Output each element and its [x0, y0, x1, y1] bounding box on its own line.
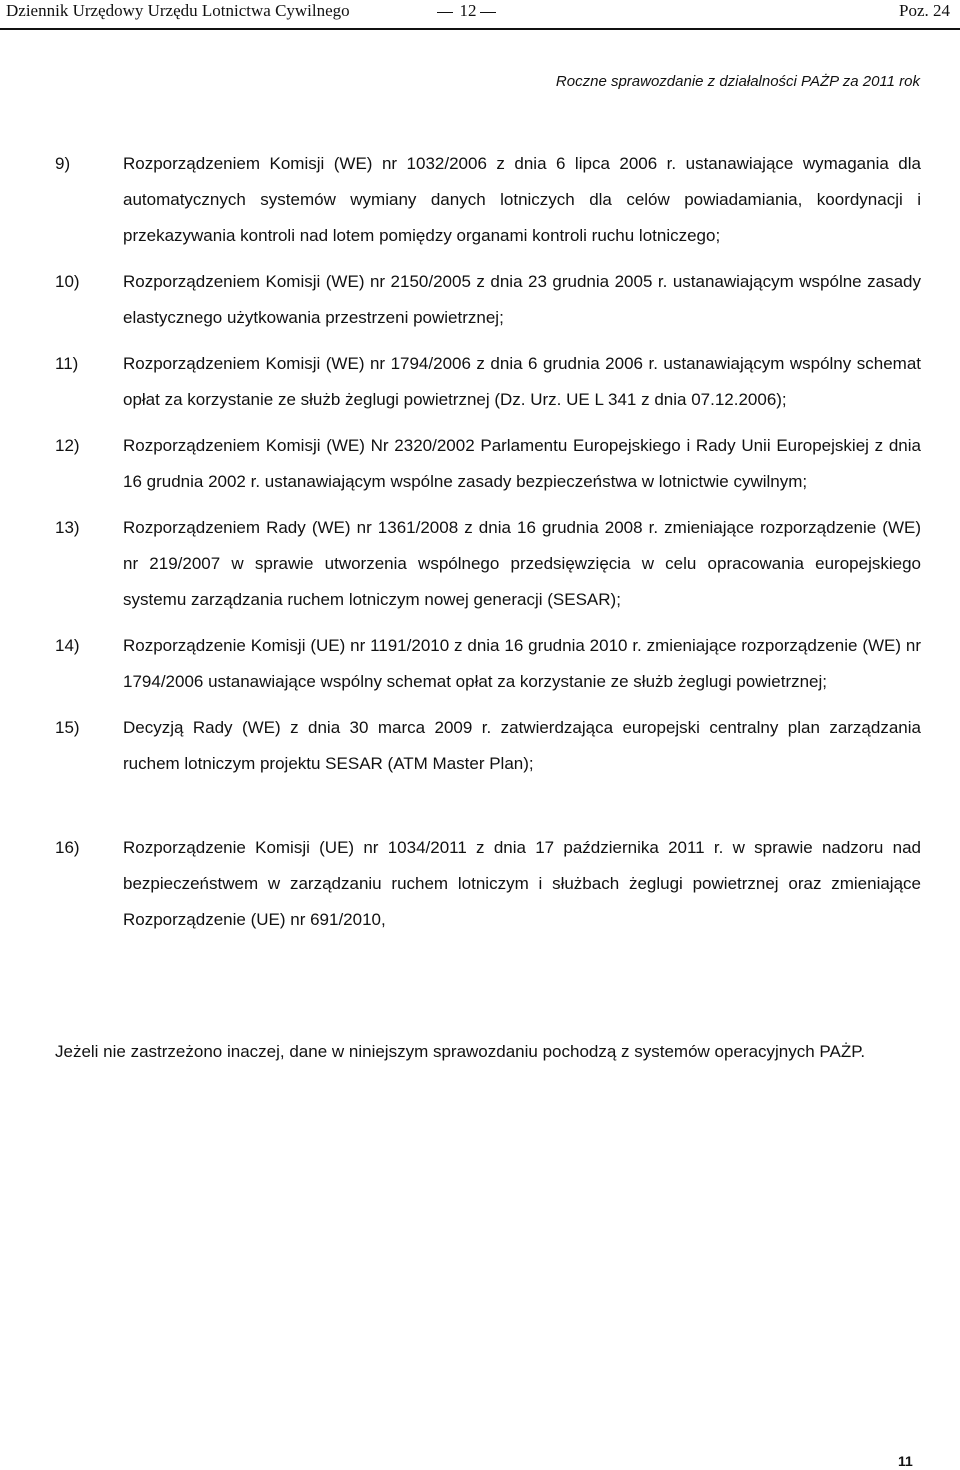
- item-number: 10): [55, 272, 80, 291]
- list-item: [55, 628, 921, 700]
- item-text: Rozporządzenie Komisji (UE) nr 1191/2010 z dnia 16 grudnia 2010 r. zmieniające rozporządzenie (WE) nr 1794/2006 ustanawiające wspólny schemat opłat za korzystanie ze służb żeglugi powietrznej;: [123, 636, 921, 691]
- journal-header: [0, 0, 960, 30]
- data-source-note: Jeżeli nie zastrzeżono inaczej, dane w niniejszym sprawozdaniu pochodzą z systemów operacyjnych PAŻP.: [55, 1042, 866, 1061]
- item-number: 15): [55, 718, 80, 737]
- page-dash-right: [480, 12, 496, 13]
- journal-position: Poz. 24: [899, 1, 950, 20]
- item-number: 16): [55, 838, 80, 857]
- item-number: 14): [55, 636, 80, 655]
- journal-title: Dziennik Urzędowy Urzędu Lotnictwa Cywilnego: [6, 1, 350, 20]
- item-text: Decyzją Rady (WE) z dnia 30 marca 2009 r. zatwierdzająca europejski centralny plan zarządzania ruchem lotniczym projektu SESAR (ATM Master Plan);: [123, 718, 921, 773]
- item-number: 11): [55, 354, 79, 373]
- list-item: [55, 264, 921, 336]
- item-text: Rozporządzeniem Rady (WE) nr 1361/2008 z dnia 16 grudnia 2008 r. zmieniające rozporządzenie (WE) nr 219/2007 w sprawie utworzenia wspólnego przedsięwzięcia w celu opracowania europejskiego systemu zarządzania ruchem lotniczym nowej generacji (SESAR);: [123, 518, 921, 609]
- item-text: Rozporządzeniem Komisji (WE) Nr 2320/2002 Parlamentu Europejskiego i Rady Unii Europejskiej z dnia 16 grudnia 2002 r. ustanawiającym wspólne zasady bezpieczeństwa w lotnictwie cywilnym;: [123, 436, 921, 491]
- list-item: [55, 146, 921, 254]
- journal-page-number: 12: [459, 1, 477, 20]
- list-item: [55, 510, 921, 618]
- report-subtitle: Roczne sprawozdanie z działalności PAŻP za 2011 rok: [555, 73, 920, 90]
- page-number: 11: [898, 1453, 913, 1469]
- list-item: [55, 346, 921, 418]
- item-text: Rozporządzeniem Komisji (WE) nr 1032/2006 z dnia 6 lipca 2006 r. ustanawiające wymagania dla automatycznych systemów wymiany danych lotniczych dla celów powiadamiania, koordynacji i przekazywania kontroli nad lotem pomiędzy organami kontroli ruchu lotniczego;: [123, 154, 921, 245]
- item-number: 12): [55, 436, 80, 455]
- item-number: 13): [55, 518, 80, 537]
- regulation-list: [55, 146, 921, 948]
- list-item: [55, 830, 921, 938]
- item-number: 9): [55, 154, 71, 173]
- item-text: Rozporządzeniem Komisji (WE) nr 1794/2006 z dnia 6 grudnia 2006 r. ustanawiającym wspólny schemat opłat za korzystanie ze służb żeglugi powietrznej (Dz. Urz. UE L 341 z dnia 07.12.2006);: [123, 354, 921, 409]
- list-item: [55, 428, 921, 500]
- list-item: [55, 710, 921, 782]
- item-text: Rozporządzenie Komisji (UE) nr 1034/2011 z dnia 17 października 2011 r. w sprawie nadzoru nad bezpieczeństwem w zarządzaniu ruchem lotniczym i służbach żeglugi powietrznej oraz zmieniające Rozporządzenie (UE) nr 691/2010,: [123, 838, 921, 929]
- item-text: Rozporządzeniem Komisji (WE) nr 2150/2005 z dnia 23 grudnia 2005 r. ustanawiającym wspólne zasady elastycznego użytkowania przestrzeni powietrznej;: [123, 272, 921, 327]
